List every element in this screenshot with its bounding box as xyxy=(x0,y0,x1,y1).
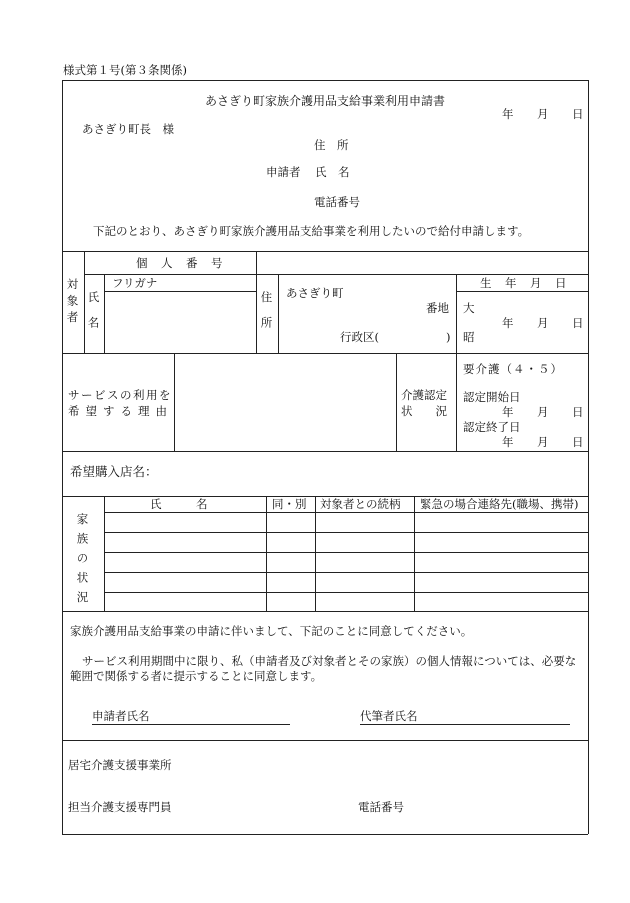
cert-end-month: 月 xyxy=(537,435,549,449)
cert-start-month: 月 xyxy=(537,405,549,419)
family-col-relation: 対象者との続柄 xyxy=(320,497,401,511)
applicant-phone-label: 電話番号 xyxy=(314,195,360,209)
rule xyxy=(104,291,256,292)
frame-right xyxy=(588,80,589,834)
era-showa: 昭 xyxy=(463,330,475,344)
subject-address-label: 住所 xyxy=(259,291,274,342)
rule xyxy=(104,532,588,533)
rule xyxy=(104,572,588,573)
subject-banchi: 番地 xyxy=(426,301,449,315)
rule xyxy=(414,496,415,611)
date-month: 月 xyxy=(537,107,549,121)
applicant-name-label: 氏 名 xyxy=(315,165,350,179)
frame-left xyxy=(62,80,63,834)
care-manager-label: 担当介護支援専門員 xyxy=(68,800,172,814)
rule xyxy=(256,251,257,353)
proxy-sign-line xyxy=(360,724,570,725)
rule xyxy=(62,611,588,612)
frame-bottom xyxy=(62,834,588,835)
rule xyxy=(104,496,105,611)
birth-year: 年 xyxy=(502,316,514,330)
rule xyxy=(315,496,316,611)
rule xyxy=(456,353,457,451)
cert-start-label: 認定開始日 xyxy=(463,390,521,404)
rule xyxy=(104,274,105,353)
cert-status-line2: 状 況 xyxy=(401,404,447,418)
office-label: 居宅介護支援事業所 xyxy=(68,758,172,772)
family-col-name: 氏 名 xyxy=(150,497,208,511)
cert-end-label: 認定終了日 xyxy=(463,420,521,434)
district-open: 行政区( xyxy=(340,330,379,344)
subject-town: あさぎり町 xyxy=(286,286,344,300)
care-level: 要介護（４・５） xyxy=(463,362,563,376)
rule xyxy=(278,274,279,353)
store-label: 希望購入店名： xyxy=(70,464,158,479)
form-title: あさぎり町家族介護用品支給事業利用申請書 xyxy=(205,94,446,108)
family-col-contact: 緊急の場合連絡先(職場、携帯) xyxy=(420,497,579,511)
form-id: 様式第１号(第３条関係) xyxy=(63,63,187,77)
era-taisho: 大 xyxy=(463,301,475,315)
rule xyxy=(104,552,588,553)
reason-label-line1: サービスの利用を xyxy=(68,388,172,402)
rule xyxy=(62,353,588,354)
reason-label-line2: 希望する理由 xyxy=(68,404,173,418)
date-year: 年 xyxy=(502,107,514,121)
rule xyxy=(62,451,588,452)
rule xyxy=(104,592,588,593)
rule xyxy=(84,274,588,275)
consent-line3: 範囲で関係する者に提示することに同意します。 xyxy=(70,669,323,683)
rule xyxy=(174,353,175,451)
rule xyxy=(104,512,588,513)
cert-start-year: 年 xyxy=(502,405,514,419)
applicant-sign-label: 申請者氏名 xyxy=(92,709,150,723)
request-statement: 下記のとおり、あさぎり町家族介護用品支給事業を利用したいので給付申請します。 xyxy=(93,224,530,238)
office-phone-label: 電話番号 xyxy=(358,800,404,814)
furigana-label: フリガナ xyxy=(112,276,158,290)
family-col-cohabit: 同・別 xyxy=(272,497,307,511)
consent-line2: サービス利用期間中に限り、私（申請者及び対象者とその家族）の個人情報については、必要な xyxy=(82,654,577,668)
family-side-label: 家族の状況 xyxy=(75,513,90,611)
rule xyxy=(396,353,397,451)
mynumber-label: 個 人 番 号 xyxy=(136,256,224,270)
rule xyxy=(62,251,588,252)
district-close: ) xyxy=(446,330,451,344)
subject-side-label: 対象者 xyxy=(65,278,80,328)
cert-status-line1: 介護認定 xyxy=(401,388,447,402)
proxy-sign-label: 代筆者氏名 xyxy=(360,709,418,723)
rule xyxy=(84,251,85,353)
rule xyxy=(456,291,588,292)
rule xyxy=(62,740,588,741)
rule xyxy=(456,274,457,353)
birth-day: 日 xyxy=(572,316,584,330)
birth-month: 月 xyxy=(537,316,549,330)
applicant-label: 申請者 xyxy=(266,165,301,179)
frame-top xyxy=(62,80,588,81)
rule xyxy=(266,496,267,611)
cert-end-day: 日 xyxy=(572,435,584,449)
applicant-address-label: 住 所 xyxy=(314,138,349,152)
cert-end-year: 年 xyxy=(502,435,514,449)
birth-label: 生 年 月 日 xyxy=(480,276,568,290)
applicant-sign-line xyxy=(92,724,290,725)
subject-name-label: 氏名 xyxy=(86,291,101,342)
cert-start-day: 日 xyxy=(572,405,584,419)
date-day: 日 xyxy=(572,107,584,121)
consent-line1: 家族介護用品支給事業の申請に伴いまして、下記のことに同意してください。 xyxy=(70,624,473,638)
addressee: あさぎり町長 様 xyxy=(82,122,174,136)
